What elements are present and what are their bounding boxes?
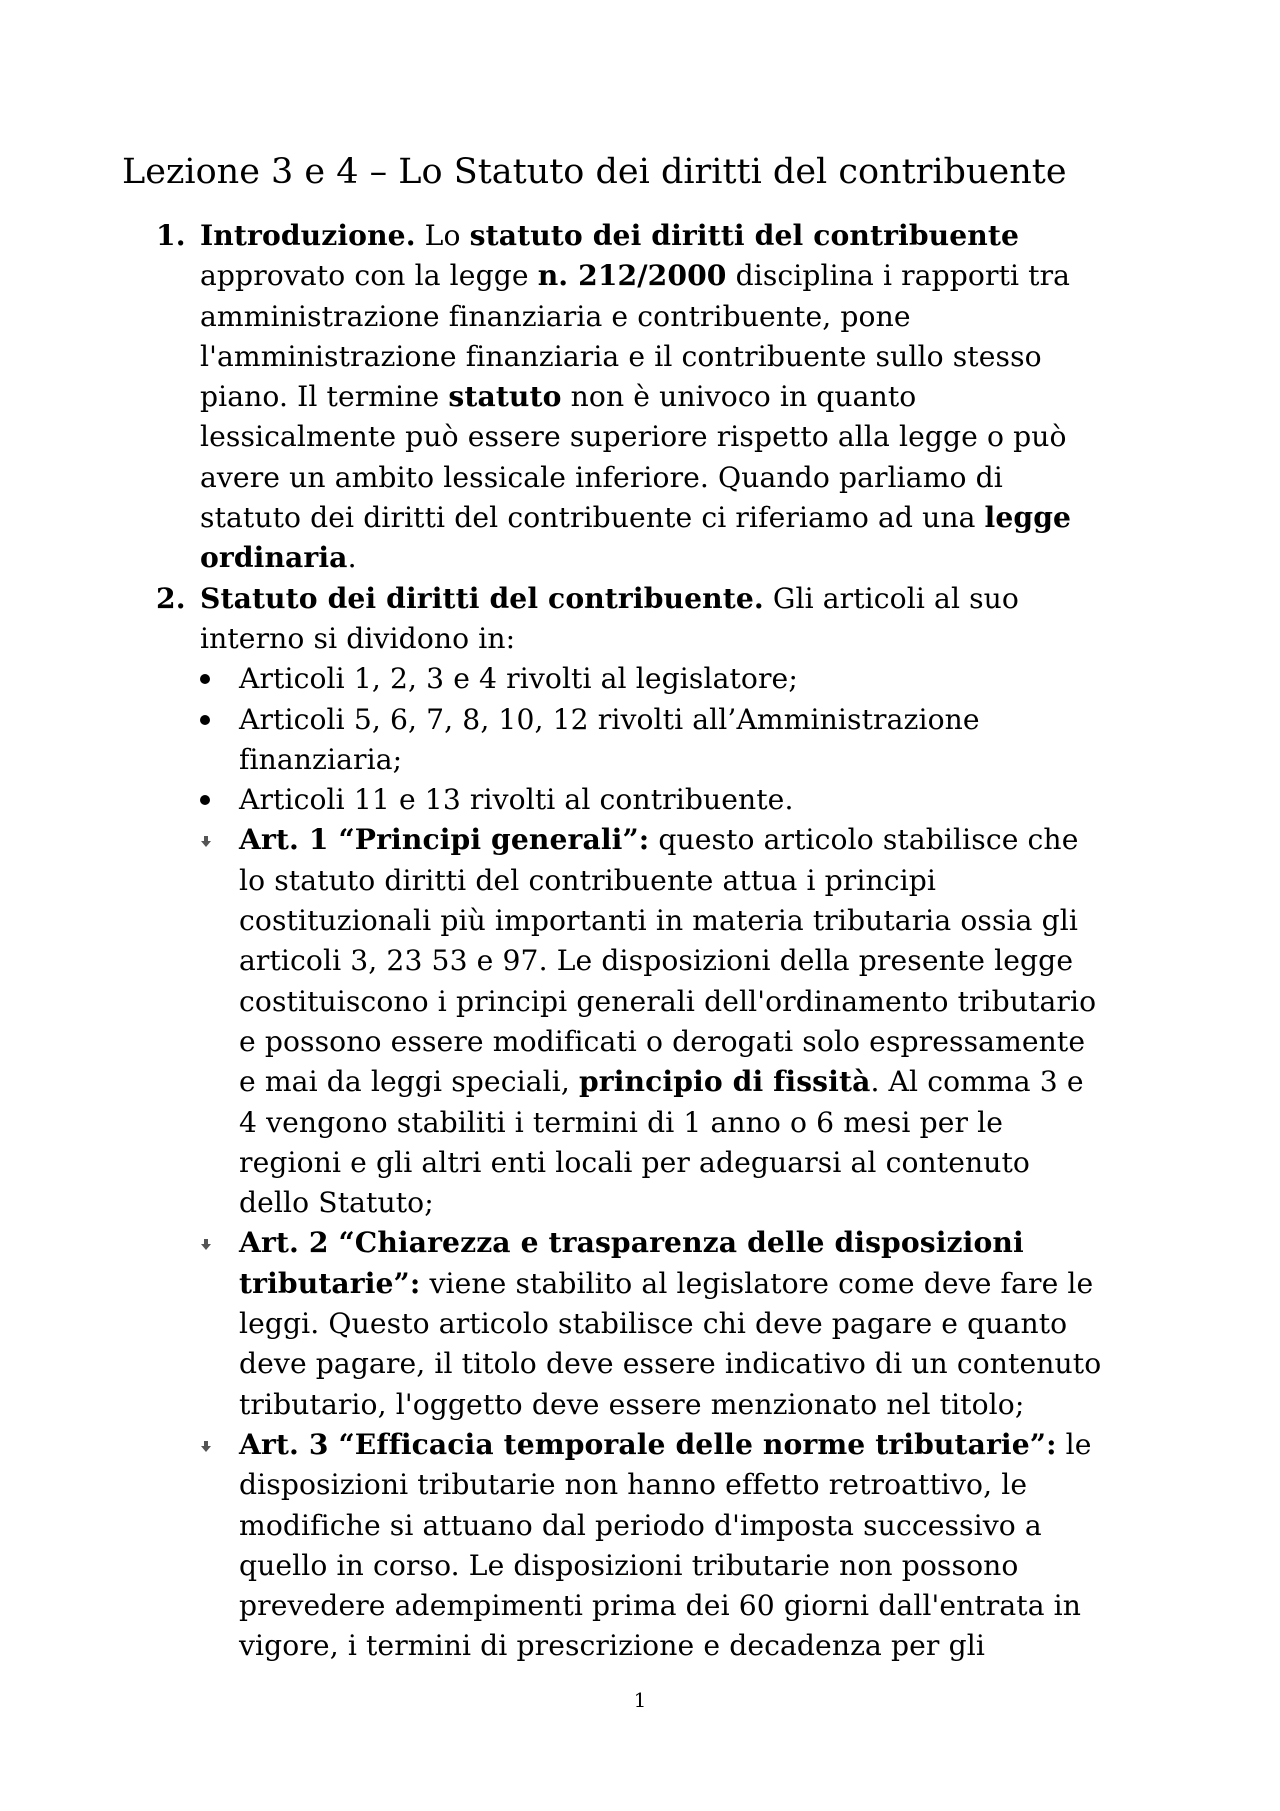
text-line bbox=[239, 982, 1159, 1022]
text-segment: questo articolo stabilisce che bbox=[649, 823, 1079, 857]
text-segment: prevedere adempimenti prima dei 60 giorni dall'entrata in bbox=[239, 1589, 1082, 1623]
text-segment: disposizioni tributarie non hanno effetto retroattivo, le bbox=[239, 1468, 1028, 1502]
text-segment: articoli 3, 23 53 e 97. Le disposizioni della presente legge bbox=[239, 944, 1074, 978]
numbered-item bbox=[0, 216, 1120, 579]
arrow-bullet-icon bbox=[199, 1439, 214, 1454]
article-item bbox=[0, 1425, 1159, 1667]
text-segment: piano. Il termine bbox=[200, 380, 449, 414]
text-segment: tributario, l'oggetto deve essere menzionato nel titolo; bbox=[239, 1387, 1025, 1421]
text-segment: lessicalmente può essere superiore rispetto alla legge o può bbox=[200, 420, 1067, 454]
text-line bbox=[239, 1183, 1159, 1223]
item-number: 2. bbox=[156, 581, 186, 615]
text-line bbox=[239, 1103, 1159, 1143]
text-segment: statuto dei diritti del contribuente ci riferiamo ad una bbox=[200, 501, 985, 535]
bold-text: tributarie”: bbox=[239, 1266, 421, 1300]
text-segment: avere un ambito lessicale inferiore. Quando parliamo di bbox=[200, 460, 1003, 494]
text-line bbox=[200, 216, 1120, 256]
text-line bbox=[200, 377, 1120, 417]
text-line bbox=[239, 1586, 1159, 1626]
text-line bbox=[239, 901, 1159, 941]
article-item bbox=[0, 1223, 1159, 1424]
text-line bbox=[239, 1143, 1159, 1183]
bold-text: Art. 2 “Chiarezza e trasparenza delle disposizioni bbox=[239, 1226, 1024, 1260]
text-line bbox=[239, 700, 1159, 740]
text-line bbox=[200, 619, 1120, 659]
bullet-item bbox=[0, 700, 1159, 781]
bold-text: Introduzione. bbox=[200, 219, 416, 252]
text-line bbox=[239, 820, 1159, 860]
arrow-bullet-icon bbox=[199, 834, 214, 849]
bold-text: Art. 3 “Efficacia temporale delle norme tributarie”: bbox=[239, 1427, 1057, 1461]
text-line bbox=[239, 780, 1159, 820]
text-segment: deve pagare, il titolo deve essere indicativo di un contenuto bbox=[239, 1347, 1102, 1381]
article-item bbox=[0, 820, 1159, 1223]
text-segment: costituzionali più importanti in materia tributaria ossia gli bbox=[239, 904, 1079, 938]
text-line bbox=[239, 861, 1159, 901]
text-line bbox=[200, 498, 1120, 538]
text-line bbox=[200, 458, 1120, 498]
text-segment: approvato con la legge bbox=[200, 259, 538, 293]
text-segment: Articoli 11 e 13 rivolti al contribuente. bbox=[239, 783, 794, 817]
bold-text: Statuto dei diritti del contribuente. bbox=[200, 581, 764, 615]
bold-text: Art. 1 “Principi generali”: bbox=[239, 823, 650, 857]
text-segment: vigore, i termini di prescrizione e decadenza per gli bbox=[239, 1629, 985, 1663]
bold-text: ordinaria bbox=[200, 541, 348, 575]
text-segment: interno si dividono in: bbox=[200, 621, 516, 655]
page-number: 1 bbox=[633, 1688, 647, 1712]
text-line bbox=[200, 256, 1120, 296]
text-line bbox=[239, 1425, 1159, 1465]
document-body bbox=[0, 216, 1280, 1667]
text-line bbox=[239, 659, 1159, 699]
text-line bbox=[239, 1626, 1159, 1666]
text-line bbox=[239, 1344, 1159, 1384]
text-line bbox=[200, 579, 1120, 619]
text-line bbox=[239, 1385, 1159, 1425]
text-segment: finanziaria; bbox=[239, 742, 403, 776]
text-line bbox=[239, 1223, 1159, 1263]
text-segment: l'amministrazione finanziaria e il contribuente sullo stesso bbox=[200, 339, 1042, 373]
text-line bbox=[200, 417, 1120, 457]
text-line bbox=[239, 1506, 1159, 1546]
item-number: 1. bbox=[156, 219, 186, 252]
arrow-bullet-icon bbox=[199, 1237, 214, 1252]
text-segment: e possono essere modificati o derogati solo espressamente bbox=[239, 1024, 1086, 1058]
text-line bbox=[200, 297, 1120, 337]
bold-text: statuto bbox=[448, 380, 562, 414]
bold-text: legge bbox=[984, 501, 1072, 535]
text-line bbox=[239, 941, 1159, 981]
text-line bbox=[200, 538, 1120, 578]
text-line bbox=[239, 1304, 1159, 1344]
bullet-icon bbox=[200, 674, 210, 684]
text-segment: leggi. Questo articolo stabilisce chi deve pagare e quanto bbox=[239, 1307, 1068, 1341]
text-line bbox=[239, 1062, 1159, 1102]
text-segment: e mai da leggi speciali, bbox=[239, 1065, 579, 1099]
text-line bbox=[239, 1022, 1159, 1062]
text-segment: 4 vengono stabiliti i termini di 1 anno o 6 mesi per le bbox=[239, 1105, 1004, 1139]
text-segment: regioni e gli altri enti locali per adeguarsi al contenuto bbox=[239, 1145, 1031, 1179]
text-segment: Articoli 5, 6, 7, 8, 10, 12 rivolti all’Amministrazione bbox=[239, 702, 980, 736]
text-segment: modifiche si attuano dal periodo d'imposta successivo a bbox=[239, 1508, 1042, 1542]
text-segment: Articoli 1, 2, 3 e 4 rivolti al legislatore; bbox=[239, 662, 798, 696]
document-title: Lezione 3 e 4 – Lo Statuto dei diritti del contribuente bbox=[122, 152, 1067, 192]
bullet-icon bbox=[200, 715, 210, 725]
text-segment: lo statuto diritti del contribuente attua i principi bbox=[239, 863, 936, 897]
text-segment: amministrazione finanziaria e contribuente, pone bbox=[200, 299, 911, 333]
text-line bbox=[200, 337, 1120, 377]
text-segment: non è univoco in quanto bbox=[561, 380, 917, 414]
bullet-item bbox=[0, 659, 1159, 699]
text-segment: dello Statuto; bbox=[239, 1186, 434, 1220]
text-line bbox=[239, 740, 1159, 780]
bold-text: principio di fissità bbox=[578, 1065, 871, 1099]
bold-text: n. 212/2000 bbox=[537, 259, 727, 293]
text-line bbox=[239, 1465, 1159, 1505]
text-segment: le bbox=[1056, 1427, 1092, 1461]
text-segment: disciplina i rapporti tra bbox=[726, 259, 1071, 293]
text-segment: Gli articoli al suo bbox=[763, 581, 1020, 615]
text-segment: viene stabilito al legislatore come deve fare le bbox=[420, 1266, 1094, 1300]
text-segment: costituiscono i principi generali dell'ordinamento tributario bbox=[239, 984, 1097, 1018]
text-segment: quello in corso. Le disposizioni tributarie non possono bbox=[239, 1548, 1019, 1582]
text-segment: . Al comma 3 e bbox=[870, 1065, 1084, 1099]
bullet-icon bbox=[200, 795, 210, 805]
text-line bbox=[239, 1264, 1159, 1304]
text-segment: . bbox=[347, 541, 357, 575]
bullet-item bbox=[0, 780, 1159, 820]
text-line bbox=[239, 1546, 1159, 1586]
text-segment: Lo bbox=[415, 219, 470, 252]
numbered-item bbox=[0, 579, 1120, 660]
bold-text: statuto dei diritti del contribuente bbox=[469, 219, 1020, 252]
